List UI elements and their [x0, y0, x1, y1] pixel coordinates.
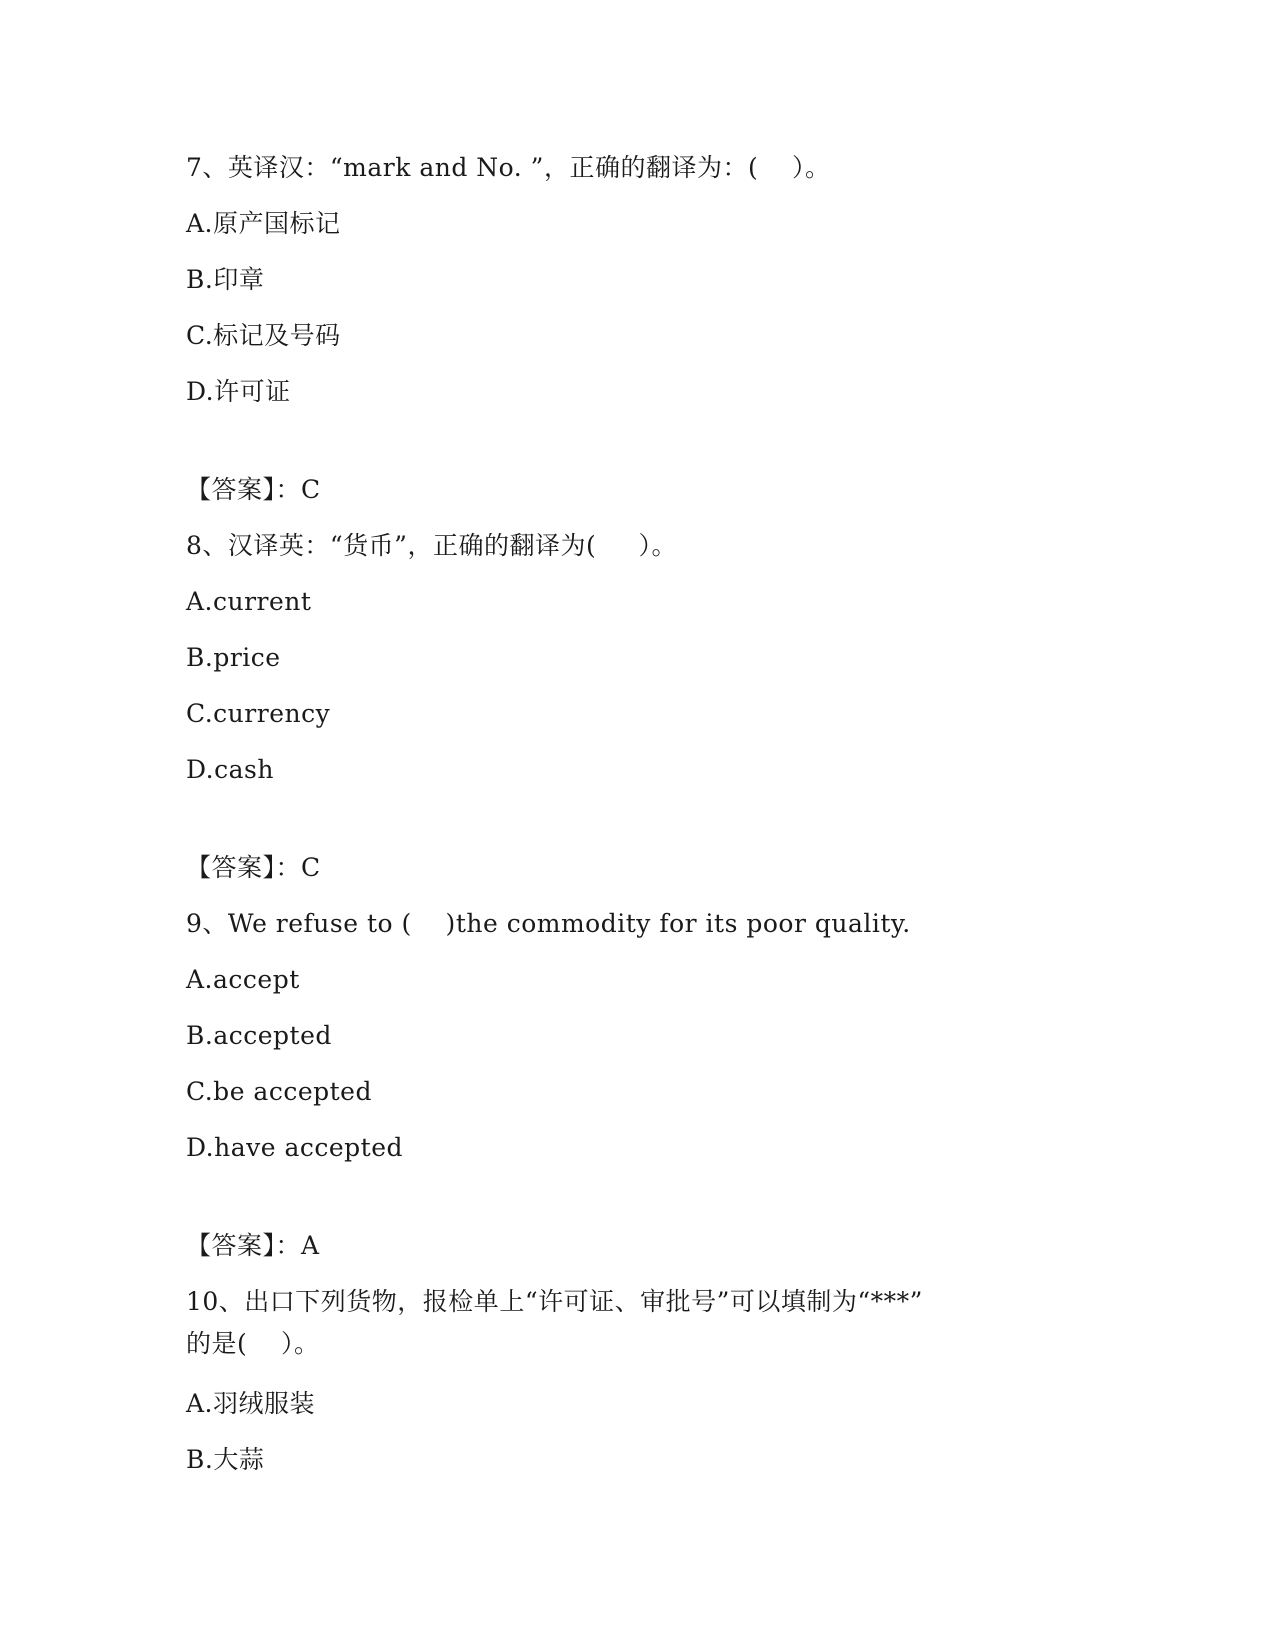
- question-9-stem: 9、We refuse to ( )the commodity for its poor quality.: [186, 909, 911, 938]
- question-9-option-b: B.accepted: [186, 1021, 332, 1050]
- question-10-stem-continued: 的是( ）。: [186, 1329, 320, 1358]
- question-8-option-a: A.current: [186, 587, 312, 616]
- question-9-option-a: A.accept: [186, 965, 300, 994]
- question-10-option-a: A.羽绒服装: [186, 1389, 316, 1418]
- question-7-answer: 【答案】：C: [186, 475, 321, 504]
- question-8-stem: 8、汉译英：“货币”，正确的翻译为( ）。: [186, 531, 677, 560]
- question-7-option-c: C.标记及号码: [186, 321, 341, 350]
- question-9-option-d: D.have accepted: [186, 1133, 404, 1162]
- question-8-option-b: B.price: [186, 643, 281, 672]
- question-8-answer: 【答案】：C: [186, 853, 321, 882]
- question-9-option-c: C.be accepted: [186, 1077, 372, 1106]
- question-9-answer: 【答案】：A: [186, 1231, 320, 1260]
- question-8-option-d: D.cash: [186, 755, 274, 784]
- question-7-option-d: D.许可证: [186, 377, 291, 406]
- question-8-option-c: C.currency: [186, 699, 331, 728]
- question-10-stem: 10、出口下列货物，报检单上“许可证、审批号”可以填制为“***”: [186, 1287, 923, 1316]
- question-7-option-a: A.原产国标记: [186, 209, 341, 238]
- question-7-stem: 7、英译汉：“mark and No. ”，正确的翻译为：( ）。: [186, 153, 831, 182]
- question-10-option-b: B.大蒜: [186, 1445, 265, 1474]
- question-7-option-b: B.印章: [186, 265, 265, 294]
